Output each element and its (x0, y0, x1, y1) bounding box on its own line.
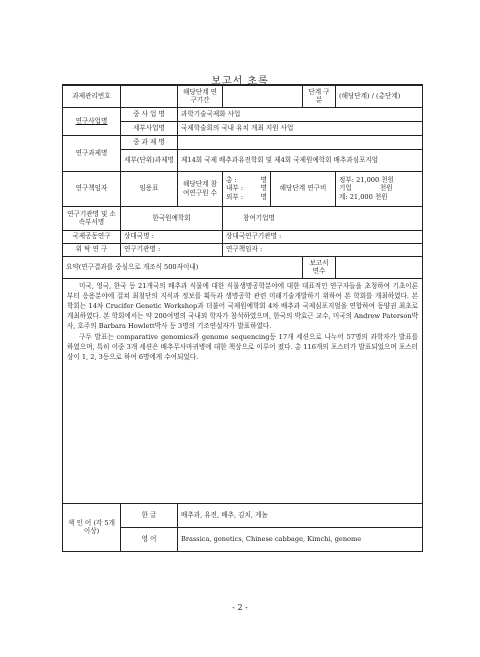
report-pages-label: 보고서 면수 (303, 256, 336, 278)
external-label: 외부 : (226, 192, 244, 201)
keywords-english-label: 영 어 (121, 527, 178, 551)
keywords-korean-label: 한 글 (121, 503, 178, 527)
sum-label: 계: (339, 192, 348, 201)
report-abstract-table (62, 84, 423, 552)
detail-business-label: 세부사업명 (121, 121, 178, 135)
project-label: 연구과제명 (63, 135, 121, 171)
report-pages-value (336, 256, 423, 278)
middle-project-value (178, 135, 423, 149)
consign-label: 위 탁 연 구 (63, 243, 121, 256)
participants-label: 해당단계 참여연구원 수 (178, 171, 223, 206)
company-label: 기업 (339, 184, 352, 193)
report-title: 보고서 초록 (211, 76, 269, 87)
researcher-label: 연구책임자 (63, 171, 121, 206)
stage-value: (해당단계) / (총단계) (336, 85, 423, 107)
period-label: 해당단계 연구기간 (178, 85, 223, 107)
project-no-value (121, 85, 178, 107)
middle-project-label: 중 과 제 명 (121, 135, 178, 149)
institution-value: 한국원예학회 (121, 206, 223, 230)
internal-label: 내부 : (226, 184, 244, 193)
summary-paragraph-2: 구두 발표는 comparative genomics과 genome sequencing등 17개 세션으로 나누어 57명의 과학자가 발표를 하였으며, 특히 이중 3개 세션은 배추무사마귀병에 대한 책상으로 이루어 졌다. 총 116개의 포스터가 발표되었으며 포스터 상이 1, 2, 3등으로 하여 6명에게 수여되었다. (67, 332, 418, 362)
consign-institution-label: 연구기관명 : (121, 243, 223, 256)
middle-business-label: 중 사 업 명 (121, 107, 178, 121)
project-no-label: 과제관리번호 (63, 85, 121, 107)
gov-value: 21,000 천원 (356, 176, 394, 185)
external-unit: 명 (260, 192, 267, 201)
sum-value: 21,000 천원 (349, 192, 388, 201)
period-value (223, 85, 303, 107)
intl-institution-label: 상대국연구기관명 : (223, 230, 423, 243)
detail-business-value: 국제학술회의 국내 유치 개최 지원 사업 (178, 121, 423, 135)
detail-project-value: 제14회 국제 배추과유전학회 및 제4회 국제원예학회 배추과심포지엄 (178, 149, 423, 171)
intl-label: 국제공동연구 (63, 230, 121, 243)
company-value: 천원 (379, 184, 393, 193)
summary-body (63, 278, 423, 503)
institution-label: 연구기관명 및 소속부서명 (63, 206, 121, 230)
gov-label: 정부: (339, 176, 354, 185)
summary-label: 요약(연구결과를 중심으로 개조식 500자이내) (63, 256, 303, 278)
business-label: 연구사업명 (63, 107, 121, 135)
page-number: - 2 - (232, 603, 248, 612)
cost-values (336, 171, 423, 206)
summary-paragraph-1: 미국, 영국, 한국 등 21개국의 배추과 식물에 대한 식물생명공학분야에 대한 대표적인 연구자들을 초청하여 기초이론부터 응용분야에 걸쳐 최첨단의 지식과 정보를 획득과 생명공학 관련 미래기술개발하기 위하여 본 학회를 개최하였다. 본 학회는 14차 Crucifer Genetic Workshop과 더불어 국제원예학회 4차 배추과 국제심포지엄을 연합하여 동양권 최초로 개최하였다. 본 학회에서는 약 200여명의 국내외 학자가 참석하였으며, 한국의 박효근 교수, 미국의 Andrew Paterson박사, 호주의 Barbara Howlett박사 등 3명의 기조연설자가 발표하였다. (67, 281, 418, 331)
keywords-english-value: Brassica, genetics, Chinese cabbage, Kimchi, genome (178, 527, 423, 551)
participating-company-label: 참여기업명 (223, 206, 423, 230)
participants-counts (223, 171, 271, 206)
consign-researcher-label: 연구책임자 : (223, 243, 423, 256)
keywords-label: 색 인 어 (각 5개 이상) (63, 503, 121, 551)
cost-label: 해당단계 연구비 (271, 171, 336, 206)
total-unit: 명 (260, 176, 267, 185)
middle-business-value: 과학기술국제화 사업 (178, 107, 423, 121)
researcher-name: 임용표 (121, 171, 178, 206)
internal-unit: 명 (260, 184, 267, 193)
intl-country-label: 상대국명 : (121, 230, 223, 243)
keywords-korean-value: 배추과, 유전, 배추, 김치, 게놈 (178, 503, 423, 527)
stage-label: 단계 구분 (303, 85, 336, 107)
detail-project-label: 세부(단위)과제명 (121, 149, 178, 171)
total-label: 총 : (226, 176, 237, 185)
